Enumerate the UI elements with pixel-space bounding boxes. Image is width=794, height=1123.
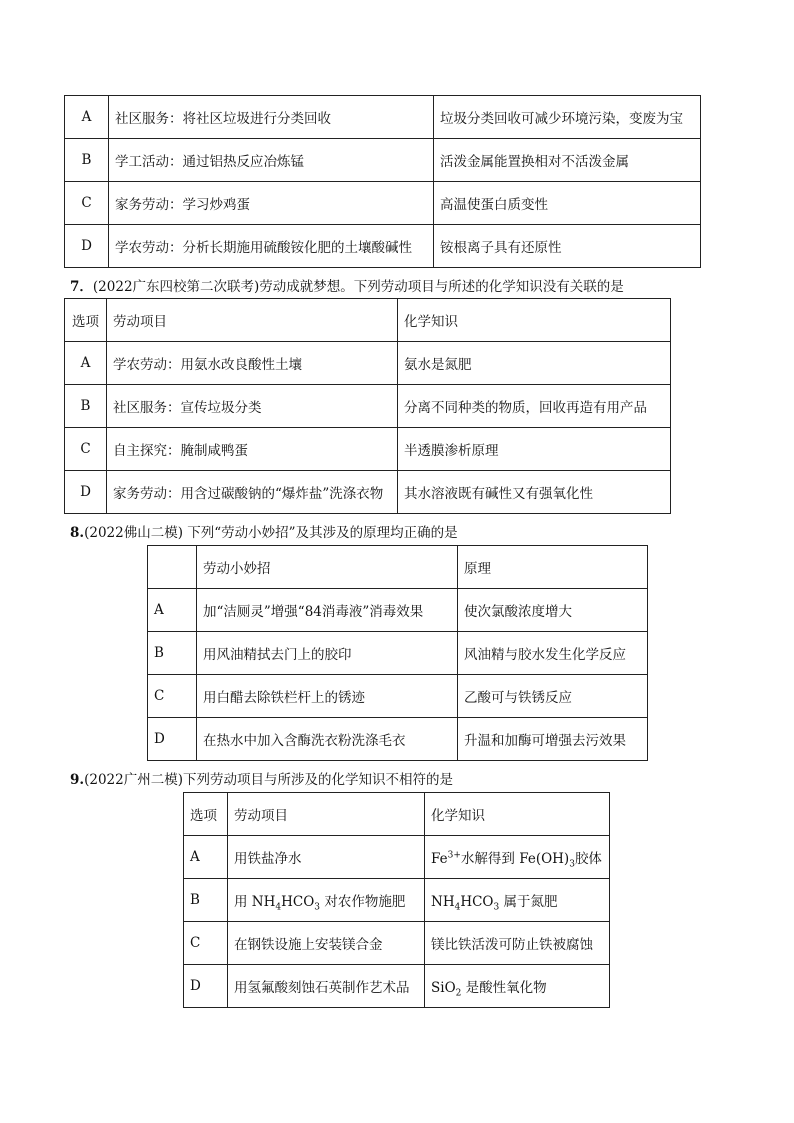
knowledge-cell — [425, 965, 610, 1008]
question-text: (2022佛山二模) 下列“劳动小妙招”及其涉及的原理均正确的是 — [84, 525, 458, 541]
option-cell: D — [65, 471, 107, 514]
principle-cell: 使次氯酸浓度增大 — [458, 589, 648, 632]
table-row — [65, 428, 671, 471]
labor-item-cell: 家务劳动：用含过碳酸钠的“爆炸盐”洗涤衣物 — [107, 471, 398, 514]
labor-item-cell: 学农劳动：用氨水改良酸性土壤 — [107, 342, 398, 385]
q7-table — [64, 298, 671, 514]
question-number: 7． — [70, 279, 93, 295]
table-row — [65, 471, 671, 514]
table-row — [148, 589, 648, 632]
question-7-stem — [70, 275, 624, 295]
header-principle: 原理 — [458, 546, 648, 589]
table-row — [184, 965, 610, 1008]
question-text: (2022广东四校第二次联考)劳动成就梦想。下列劳动项目与所述的化学知识没有关联的是 — [92, 279, 624, 295]
option-cell: D — [65, 225, 109, 268]
header-labor-item: 劳动项目 — [107, 299, 398, 342]
formula-subscript: 3 — [314, 902, 321, 913]
table-row — [184, 922, 610, 965]
formula-text: HCO — [281, 894, 315, 910]
table-row — [65, 96, 701, 139]
knowledge-cell: 半透膜渗析原理 — [398, 428, 671, 471]
option-cell: C — [65, 428, 107, 471]
formula-superscript: 3+ — [447, 850, 461, 861]
formula-text: HCO — [460, 894, 494, 910]
labor-tip-cell: 加“洁厕灵”增强“84消毒液”消毒效果 — [197, 589, 458, 632]
table-row — [65, 182, 701, 225]
table-row — [65, 385, 671, 428]
formula-text: SiO — [431, 980, 456, 996]
header-labor-tip: 劳动小妙招 — [197, 546, 458, 589]
principle-cell: 升温和加酶可增强去污效果 — [458, 718, 648, 761]
header-option: 选项 — [65, 299, 107, 342]
header-option: 选项 — [184, 793, 228, 836]
formula-text: 水解得到 Fe(OH) — [460, 851, 570, 867]
header-knowledge: 化学知识 — [425, 793, 610, 836]
table-row — [148, 718, 648, 761]
knowledge-cell: 其水溶液既有碱性又有强氧化性 — [398, 471, 671, 514]
option-cell: C — [148, 675, 197, 718]
option-cell: C — [184, 922, 228, 965]
formula-text: 是酸性氧化物 — [461, 980, 547, 996]
table-row — [184, 836, 610, 879]
option-cell: B — [65, 139, 109, 182]
labor-item-cell — [228, 879, 425, 922]
formula-text: 用 NH — [234, 894, 276, 910]
labor-item-cell: 社区服务：宣传垃圾分类 — [107, 385, 398, 428]
formula-text: 属于氮肥 — [499, 894, 558, 910]
formula-subscript: 4 — [454, 902, 461, 913]
formula-text: 对农作物施肥 — [320, 894, 406, 910]
option-cell: A — [65, 96, 109, 139]
formula-text: NH — [431, 894, 455, 910]
labor-tip-cell: 用风油精拭去门上的胶印 — [197, 632, 458, 675]
labor-item-cell: 用氢氟酸刻蚀石英制作艺术品 — [228, 965, 425, 1008]
q6-table — [64, 95, 701, 268]
table-row — [148, 632, 648, 675]
formula-subscript: 3 — [493, 902, 500, 913]
formula-text: 胶体 — [574, 851, 602, 867]
table-row — [148, 675, 648, 718]
header-knowledge: 化学知识 — [398, 299, 671, 342]
option-cell: C — [65, 182, 109, 225]
option-cell: B — [148, 632, 197, 675]
question-number: 8. — [70, 525, 85, 541]
table-row — [65, 139, 701, 182]
q8-table — [147, 545, 648, 761]
labor-tip-cell: 在热水中加入含酶洗衣粉洗涤毛衣 — [197, 718, 458, 761]
knowledge-cell: 高温使蛋白质变性 — [434, 182, 701, 225]
formula-subscript: 3 — [569, 859, 575, 870]
option-cell: B — [65, 385, 107, 428]
question-text: (2022广州二模)下列劳动项目与所涉及的化学知识不相符的是 — [84, 772, 453, 788]
formula-subscript: 2 — [455, 988, 462, 999]
option-cell: A — [65, 342, 107, 385]
option-cell: A — [184, 836, 228, 879]
knowledge-cell — [425, 836, 610, 879]
knowledge-cell: 镁比铁活泼可防止铁被腐蚀 — [425, 922, 610, 965]
table-header-row — [65, 299, 671, 342]
formula-subscript: 4 — [275, 902, 282, 913]
table-header-row — [148, 546, 648, 589]
table-row — [65, 342, 671, 385]
knowledge-cell: 铵根离子具有还原性 — [434, 225, 701, 268]
labor-item-cell: 用铁盐净水 — [228, 836, 425, 879]
knowledge-cell: 垃圾分类回收可减少环境污染，变废为宝 — [434, 96, 701, 139]
labor-item-cell: 社区服务：将社区垃圾进行分类回收 — [109, 96, 434, 139]
option-cell: D — [148, 718, 197, 761]
question-8-stem — [70, 521, 458, 541]
header-labor-item: 劳动项目 — [228, 793, 425, 836]
table-row — [184, 879, 610, 922]
table-row — [65, 225, 701, 268]
question-number: 9. — [70, 772, 85, 788]
principle-cell: 乙酸可与铁锈反应 — [458, 675, 648, 718]
knowledge-cell: 活泼金属能置换相对不活泼金属 — [434, 139, 701, 182]
labor-item-cell: 自主探究：腌制咸鸭蛋 — [107, 428, 398, 471]
principle-cell: 风油精与胶水发生化学反应 — [458, 632, 648, 675]
labor-tip-cell: 用白醋去除铁栏杆上的锈迹 — [197, 675, 458, 718]
knowledge-cell: 分离不同种类的物质，回收再造有用产品 — [398, 385, 671, 428]
table-header-row — [184, 793, 610, 836]
labor-item-cell: 学工活动：通过铝热反应冶炼锰 — [109, 139, 434, 182]
labor-item-cell: 家务劳动：学习炒鸡蛋 — [109, 182, 434, 225]
knowledge-cell: 氨水是氮肥 — [398, 342, 671, 385]
knowledge-cell — [425, 879, 610, 922]
header-option — [148, 546, 197, 589]
labor-item-cell: 学农劳动：分析长期施用硫酸铵化肥的土壤酸碱性 — [109, 225, 434, 268]
question-9-stem — [70, 768, 453, 788]
formula-text: Fe — [431, 851, 448, 867]
labor-item-cell: 在钢铁设施上安装镁合金 — [228, 922, 425, 965]
option-cell: D — [184, 965, 228, 1008]
q9-table — [183, 792, 610, 1008]
option-cell: A — [148, 589, 197, 632]
option-cell: B — [184, 879, 228, 922]
